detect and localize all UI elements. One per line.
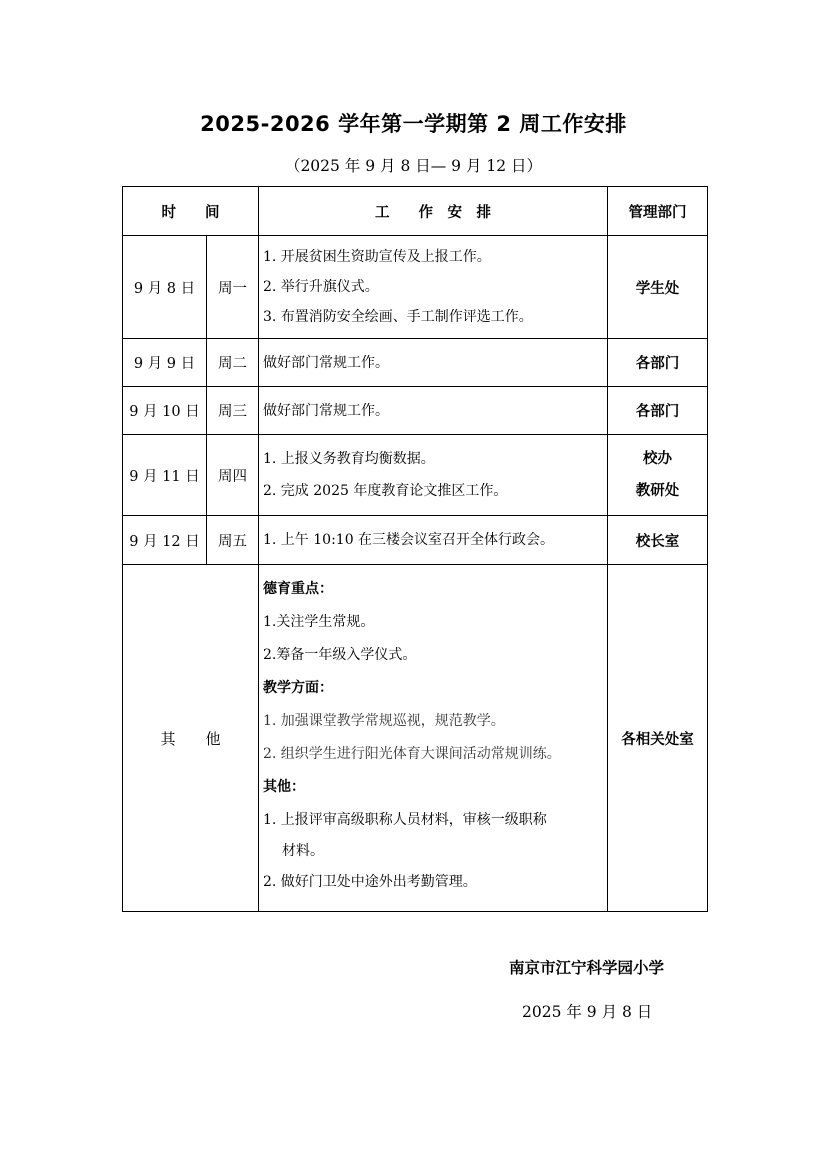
header-work: 工 作 安 排 <box>259 187 608 236</box>
row-tasks <box>259 435 608 516</box>
table-header-row <box>123 187 708 236</box>
other-label: 其 他 <box>123 565 259 912</box>
task-item: 1. 开展贫困生资助宣传及上报工作。 <box>263 249 491 265</box>
task-item: 2. 举行升旗仪式。 <box>263 279 379 295</box>
row-tasks <box>259 339 608 387</box>
row-dept: 学生处 <box>608 236 708 339</box>
row-weekday: 周二 <box>207 339 259 387</box>
row-weekday: 周一 <box>207 236 259 339</box>
table-row <box>123 236 708 339</box>
table-row <box>123 435 708 516</box>
schedule-table <box>122 186 708 912</box>
other-tasks <box>259 565 608 912</box>
signature-date: 2025 年 9 月 8 日 <box>522 1003 653 1021</box>
table-row <box>123 516 708 565</box>
task-item: 1. 上午 10:10 在三楼会议室召开全体行政会。 <box>263 532 555 548</box>
task-item: 2. 做好门卫处中途外出考勤管理。 <box>263 874 477 890</box>
row-date: 9 月 10 日 <box>123 387 207 435</box>
table-row-other <box>123 565 708 912</box>
row-weekday: 周四 <box>207 435 259 516</box>
table-row <box>123 339 708 387</box>
row-weekday: 周三 <box>207 387 259 435</box>
row-date: 9 月 12 日 <box>123 516 207 565</box>
row-tasks <box>259 516 608 565</box>
other-dept: 各相关处室 <box>608 565 708 912</box>
row-dept: 各部门 <box>608 387 708 435</box>
task-item: 3. 布置消防安全绘画、手工制作评选工作。 <box>263 309 533 325</box>
header-dept: 管理部门 <box>608 187 708 236</box>
section-heading: 德育重点： <box>263 581 333 597</box>
row-dept <box>608 435 708 516</box>
task-item: 1. 加强课堂教学常规巡视，规范教学。 <box>263 713 505 729</box>
school-signature: 南京市江宁科学园小学 <box>509 959 665 977</box>
row-date: 9 月 8 日 <box>123 236 207 339</box>
row-dept: 各部门 <box>608 339 708 387</box>
table-row <box>123 387 708 435</box>
row-tasks <box>259 387 608 435</box>
document-title: 2025-2026 学年第一学期第 2 周工作安排 <box>200 112 627 136</box>
row-dept: 校长室 <box>608 516 708 565</box>
task-item: 1. 上报评审高级职称人员材料，审核一级职称 <box>263 812 547 828</box>
row-tasks <box>259 236 608 339</box>
task-item: 做好部门常规工作。 <box>263 402 389 419</box>
task-item: 2.筹备一年级入学仪式。 <box>263 647 417 663</box>
row-weekday: 周五 <box>207 516 259 565</box>
task-item: 1.关注学生常规。 <box>263 614 375 630</box>
task-item-continuation: 材料。 <box>282 843 324 859</box>
row-date: 9 月 9 日 <box>123 339 207 387</box>
dept-line: 校办 <box>643 451 672 467</box>
section-heading: 其他： <box>263 779 305 795</box>
section-heading: 教学方面： <box>263 680 333 696</box>
dept-line: 教研处 <box>635 483 680 499</box>
date-range-subtitle: （2025 年 9 月 8 日— 9 月 12 日） <box>284 157 543 175</box>
task-item: 2. 组织学生进行阳光体育大课间活动常规训练。 <box>263 746 561 762</box>
row-date: 9 月 11 日 <box>123 435 207 516</box>
header-time: 时 间 <box>123 187 259 236</box>
task-item: 1. 上报义务教育均衡数据。 <box>263 451 435 467</box>
task-item: 2. 完成 2025 年度教育论文推区工作。 <box>263 483 508 499</box>
task-item: 做好部门常规工作。 <box>263 354 389 371</box>
